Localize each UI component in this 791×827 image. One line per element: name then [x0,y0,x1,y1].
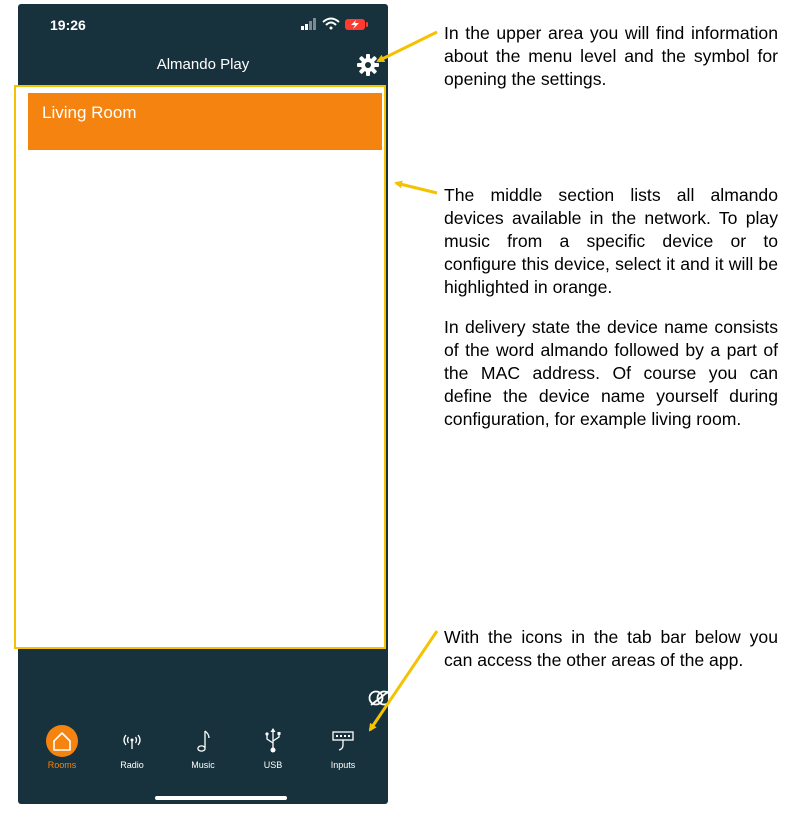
tab-label: Radio [120,760,144,770]
tab-label: Music [191,760,215,770]
tab-label: USB [263,760,283,770]
annotation-middle-1: The middle section lists all almando devices available in the network. To play music from a specific device or to configure this device, select it and it will be highlighted in orange. [444,185,778,297]
tab-label: Rooms [47,760,77,770]
list-item-room[interactable]: Living Room [28,93,382,150]
arrow-to-settings [378,32,437,61]
tab-label: Inputs [330,760,356,770]
annotation-top: In the upper area you will find information about the menu level and the symbol for opening the settings. [444,23,778,89]
arrow-to-tabbar [370,631,437,730]
annotation-middle-2: In delivery state the device name consists of the word almando followed by a part of the MAC address. Of course you can define the device name yourself during configuration, for example living room. [444,317,778,429]
page-title: Almando Play [156,56,250,73]
arrow-to-list [396,183,437,193]
status-time: 19:26 [50,17,86,33]
annotation-bottom: With the icons in the tab bar below you can access the other areas of the app. [444,627,778,670]
